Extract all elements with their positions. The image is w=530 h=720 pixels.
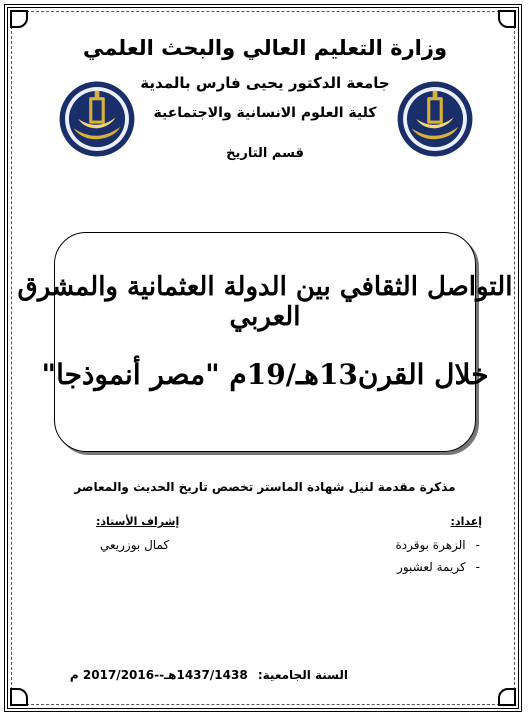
student-name: -الزهرة بوقردة bbox=[395, 538, 480, 552]
border-corner-ornament bbox=[498, 10, 516, 28]
border-corner-ornament bbox=[498, 688, 516, 706]
memo-description: مذكرة مقدمة لنيل شهادة الماستر تخصص تاريخ الحديث والمعاصر bbox=[74, 480, 456, 494]
border-corner-ornament bbox=[10, 688, 28, 706]
student-name-text: كريمة لعشبور bbox=[397, 560, 466, 574]
thesis-title-line-1: التواصل الثقافي بين الدولة العثمانية والمشرق العربي bbox=[17, 272, 513, 332]
ministry-heading: وزارة التعليم العالي والبحث العلمي bbox=[82, 36, 448, 60]
student-name: -كريمة لعشبور bbox=[397, 560, 480, 574]
academic-year-label: السنة الجامعية: bbox=[257, 668, 348, 682]
preparation-label: إعداد: bbox=[450, 515, 482, 528]
academic-year-value: 1437/1438هـ--2017/2016 م bbox=[69, 668, 248, 682]
supervisor-name: كمال بوزريعي bbox=[100, 538, 170, 552]
faculty-name: كلية العلوم الانسانية والاجتماعية bbox=[153, 105, 377, 121]
department-name: قسم التاريخ bbox=[226, 146, 304, 161]
university-emblem-icon bbox=[396, 80, 474, 158]
academic-year bbox=[70, 668, 348, 682]
supervision-label: إشراف الأستاذ: bbox=[96, 515, 180, 528]
title-frame bbox=[54, 232, 476, 452]
university-name: جامعة الدكتور يحيى فارس بالمدية bbox=[140, 74, 390, 92]
thesis-title-line-2: خلال القرن13هـ/19م "مصر أنموذجا" bbox=[41, 358, 489, 391]
student-name-text: الزهرة بوقردة bbox=[395, 538, 466, 552]
border-corner-ornament bbox=[10, 10, 28, 28]
university-emblem-icon bbox=[58, 80, 136, 158]
